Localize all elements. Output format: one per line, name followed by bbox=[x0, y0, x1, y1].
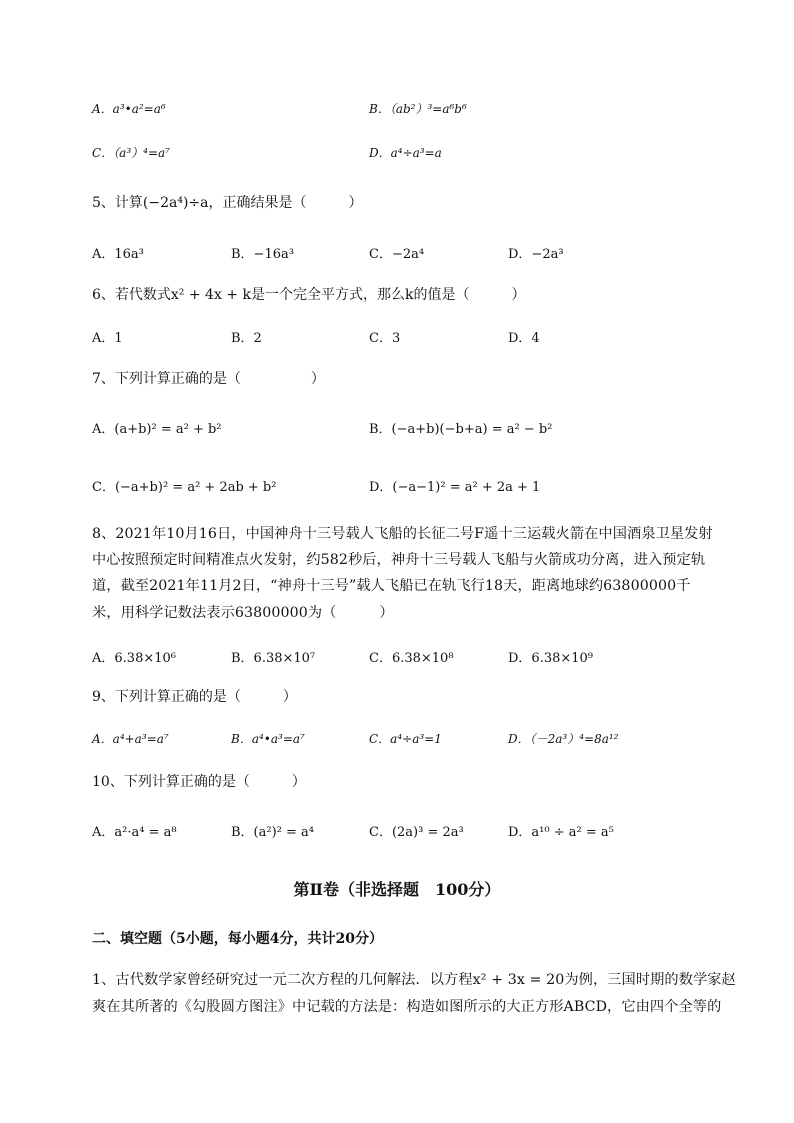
q4-option-d: D．a⁴÷a³=a bbox=[369, 146, 442, 160]
q6-option-d: D．4 bbox=[508, 331, 540, 346]
q6-stem: 6、若代数式x² + 4x + k是一个完全平方式，那么k的值是（ ） bbox=[92, 287, 526, 303]
q8-option-c: C．6.38×10⁸ bbox=[369, 651, 454, 666]
q7-option-c: C．(−a+b)² = a² + 2ab + b² bbox=[92, 480, 277, 495]
q10-option-d: D．a¹⁰ ÷ a² = a⁵ bbox=[508, 825, 614, 840]
q9-option-b: B．a⁴•a³=a⁷ bbox=[231, 732, 305, 746]
q5-option-d: D．−2a³ bbox=[508, 247, 564, 262]
q10-option-c: C．(2a)³ = 2a³ bbox=[369, 825, 464, 840]
q8-option-a: A．6.38×10⁶ bbox=[92, 651, 176, 666]
q8-line-4: 米，用科学记数法表示63800000为（ ） bbox=[92, 605, 394, 621]
q9-option-d: D．（－2a³）⁴=8a¹² bbox=[508, 732, 619, 746]
section-fill-in-heading: 二、填空题（5小题，每小题4分，共计20分） bbox=[92, 931, 383, 947]
q5-stem: 5、计算(−2a⁴)÷a，正确结果是（ ） bbox=[92, 195, 363, 211]
fill1-line-2: 爽在其所著的《勾股圆方图注》中记载的方法是：构造如图所示的大正方形ABCD，它由四个全等的 bbox=[92, 999, 722, 1015]
fill1-line-1: 1、古代数学家曾经研究过一元二次方程的几何解法．以方程x² + 3x = 20为例，三国时期的数学家赵 bbox=[92, 972, 736, 988]
q6-option-b: B．2 bbox=[231, 331, 262, 346]
q9-option-a: A．a⁴+a³=a⁷ bbox=[92, 732, 169, 746]
q7-option-b: B．(−a+b)(−b+a) = a² − b² bbox=[369, 422, 553, 437]
q5-option-c: C．−2a⁴ bbox=[369, 247, 425, 262]
q5-option-b: B．−16a³ bbox=[231, 247, 294, 262]
q10-option-a: A．a²·a⁴ = a⁸ bbox=[92, 825, 177, 840]
q9-stem: 9、下列计算正确的是（ ） bbox=[92, 689, 297, 705]
q4-option-a: A．a³•a²=a⁶ bbox=[92, 102, 166, 116]
q8-line-2: 中心按照预定时间精准点火发射，约582秒后，神舟十三号载人飞船与火箭成功分离，进入预定轨 bbox=[92, 552, 706, 568]
q5-option-a: A．16a³ bbox=[92, 247, 144, 262]
q7-option-d: D．(−a−1)² = a² + 2a + 1 bbox=[369, 480, 541, 495]
part-2-title: 第Ⅱ卷（非选择题 100分） bbox=[293, 880, 501, 899]
q4-option-b: B．（ab²）³=a⁶b⁶ bbox=[369, 102, 467, 116]
q8-line-3: 道，截至2021年11月2日，“神舟十三号”载人飞船已在轨飞行18天，距离地球约63800000千 bbox=[92, 578, 691, 594]
q4-option-c: C．（a³）⁴=a⁷ bbox=[92, 146, 170, 160]
q6-option-a: A．1 bbox=[92, 331, 123, 346]
q10-option-b: B．(a²)² = a⁴ bbox=[231, 825, 314, 840]
q8-option-d: D．6.38×10⁹ bbox=[508, 651, 594, 666]
q6-option-c: C．3 bbox=[369, 331, 401, 346]
q7-option-a: A．(a+b)² = a² + b² bbox=[92, 422, 222, 437]
q10-stem: 10、下列计算正确的是（ ） bbox=[92, 774, 306, 790]
q8-line-1: 8、2021年10月16日，中国神舟十三号载人飞船的长征二号F遥十三运载火箭在中国酒泉卫星发射 bbox=[92, 526, 713, 542]
q7-stem: 7、下列计算正确的是（ ） bbox=[92, 371, 325, 387]
q9-option-c: C．a⁴÷a³=1 bbox=[369, 732, 442, 746]
q8-option-b: B．6.38×10⁷ bbox=[231, 651, 316, 666]
